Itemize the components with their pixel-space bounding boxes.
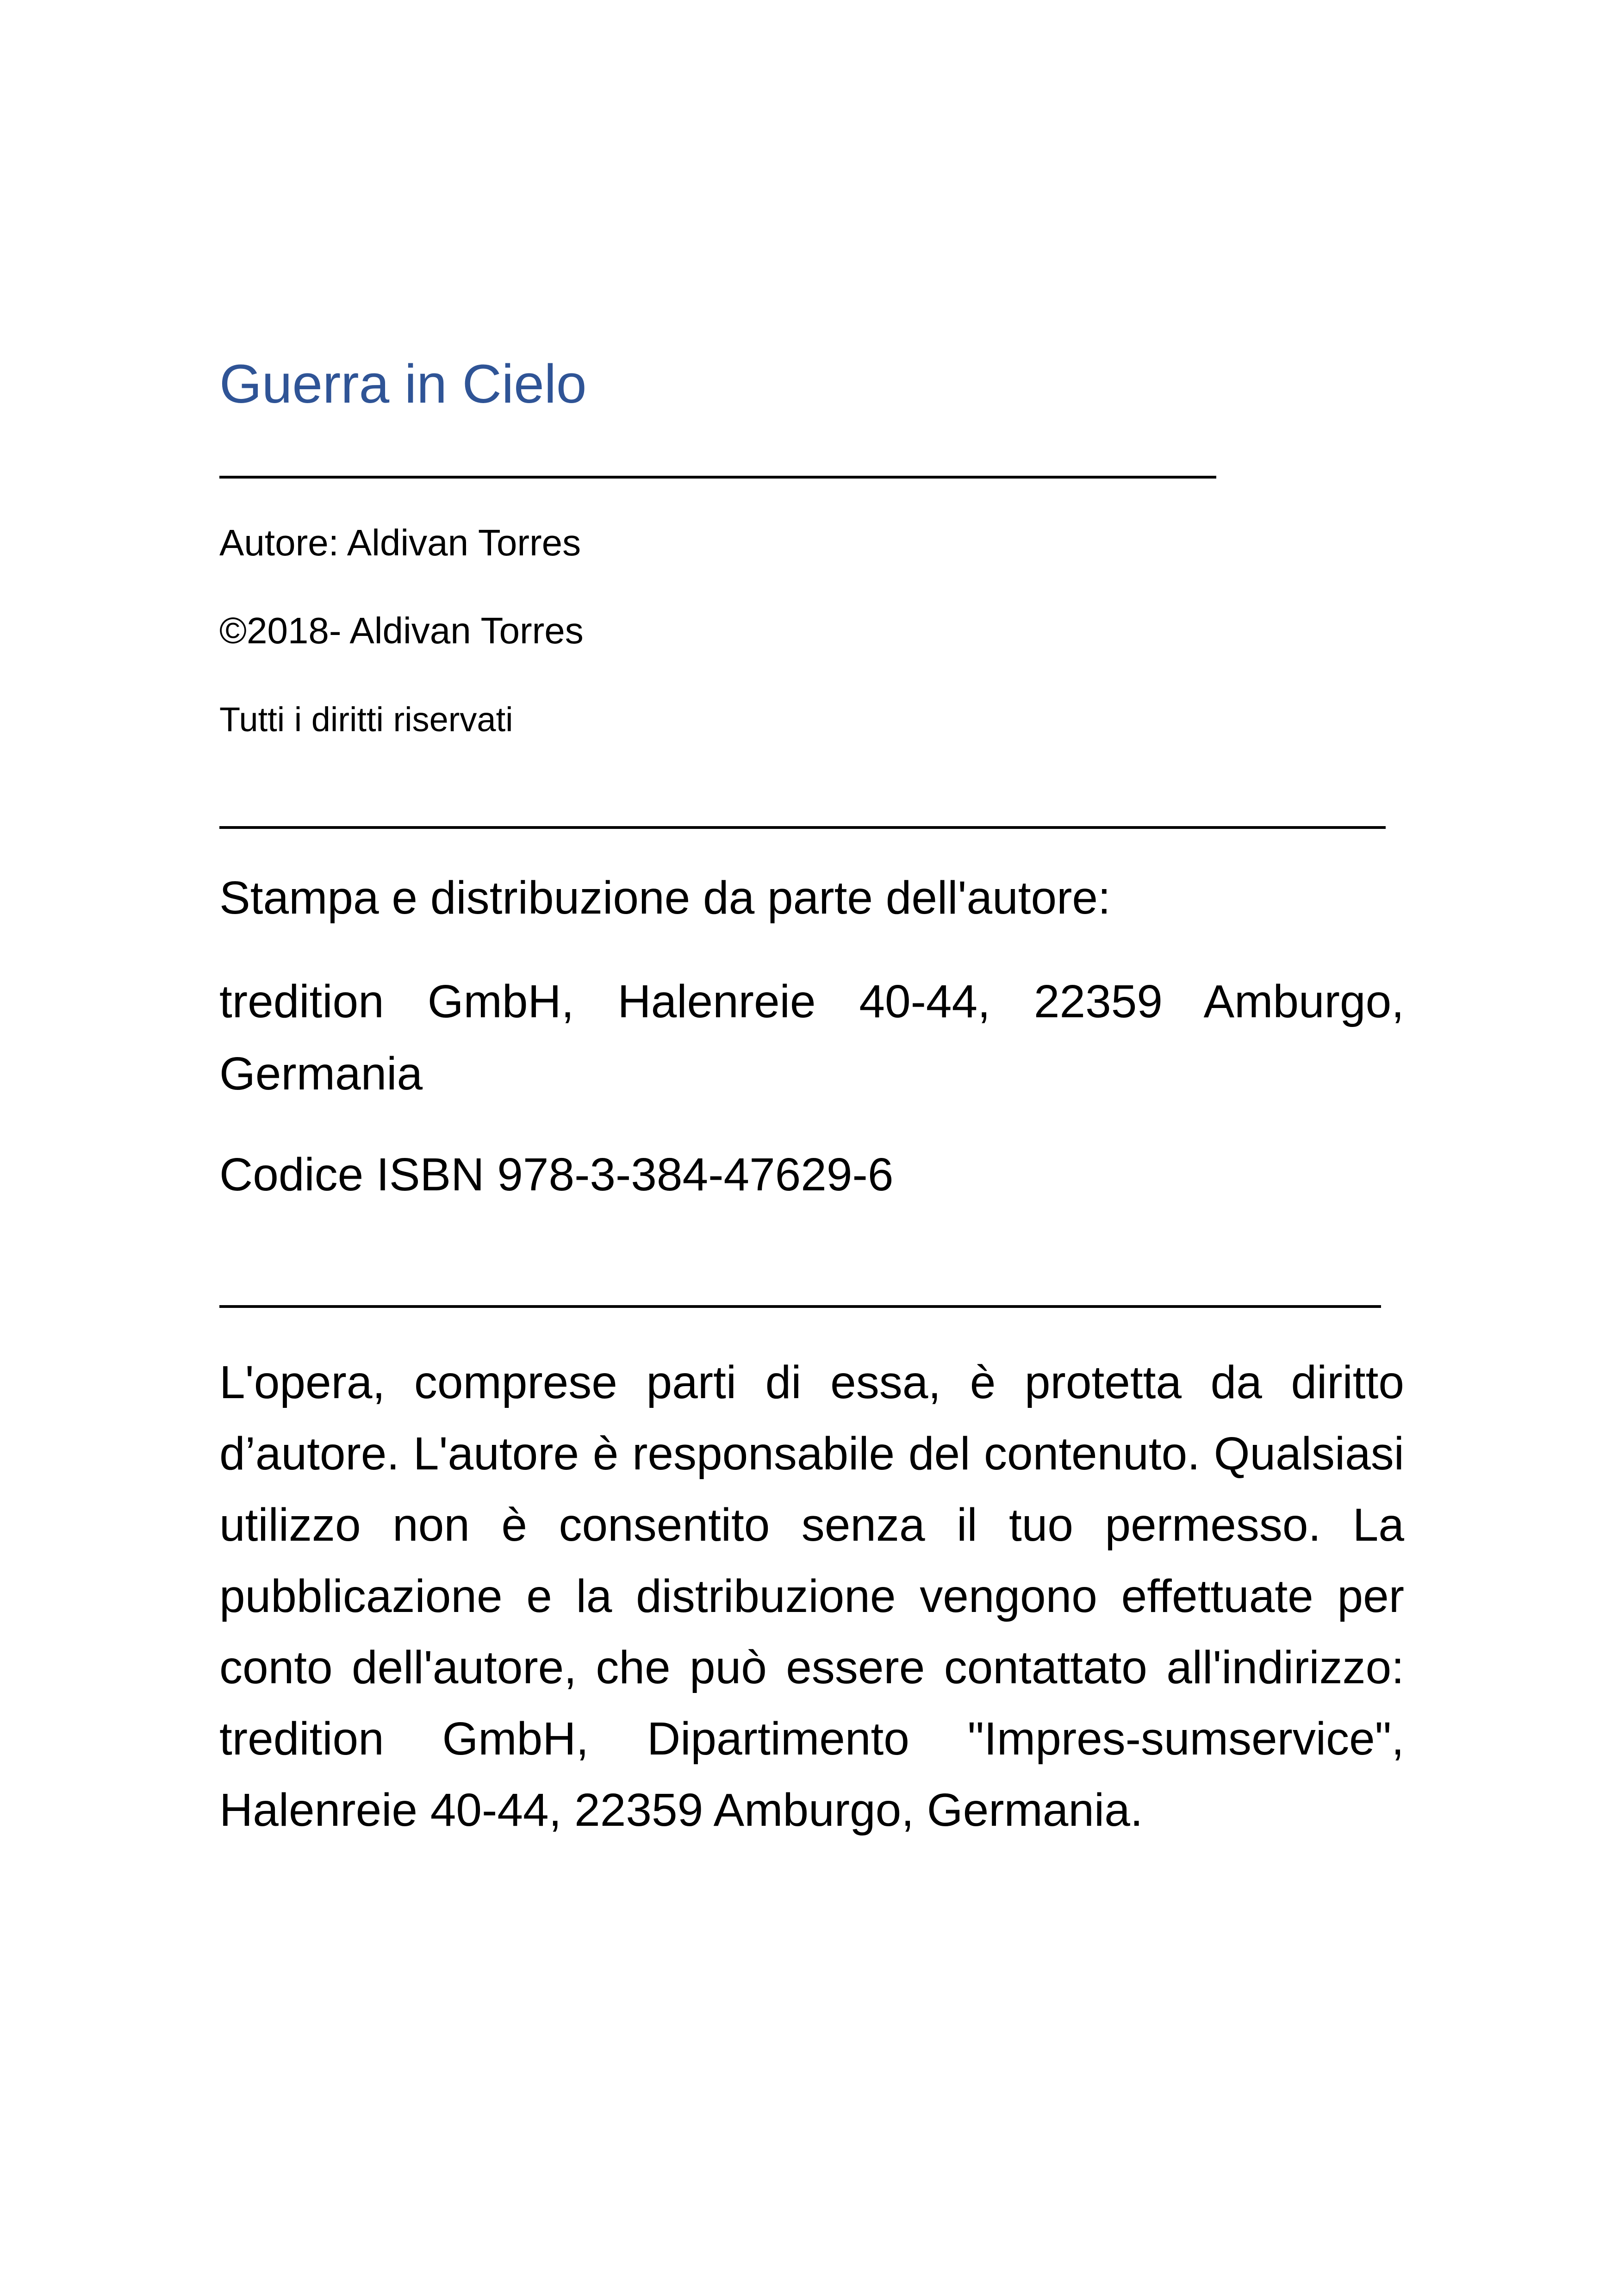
title-divider [219, 476, 1216, 479]
isbn-line: Codice ISBN 978-3-384-47629-6 [219, 1149, 894, 1201]
rights-reserved-line: Tutti i diritti riservati [219, 700, 513, 739]
copyright-line: ©2018- Aldivan Torres [219, 610, 584, 651]
publishing-heading: Stampa e distribuzione da parte dell'autore: [219, 872, 1111, 924]
publishing-divider [219, 1305, 1381, 1308]
author-line: Autore: Aldivan Torres [219, 522, 581, 563]
publisher-address: tredition GmbH, Halenreie 40-44, 22359 Amburgo, Germania [219, 976, 1404, 1100]
legal-notice: L'opera, comprese parti di essa, è protetta da diritto d’autore. L'autore è responsabile del contenuto. Qualsiasi utilizzo non è consentito senza il tuo permesso. La pubblicazione e la distribuzione vengono effettuate per conto dell'autore, che può essere contattato all'indirizzo: tredition GmbH, Dipartimento "Impres-sumservice", Halenreie 40-44, 22359 Amburgo, Germania. [219, 1356, 1404, 1836]
book-title: Guerra in Cielo [219, 354, 587, 415]
meta-divider [219, 826, 1386, 829]
